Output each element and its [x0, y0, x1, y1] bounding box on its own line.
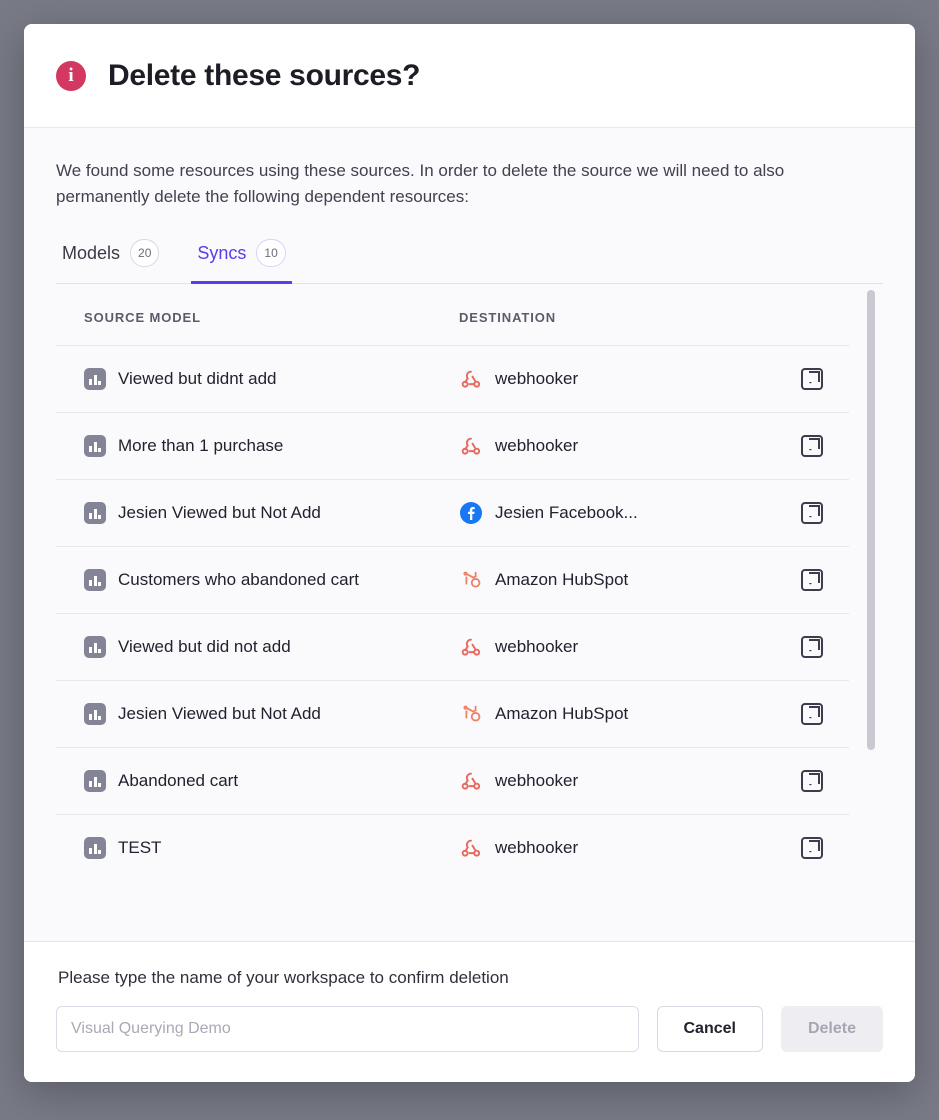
cell-source-model: [56, 748, 449, 815]
dialog-description: We found some resources using these sources. In order to delete the source we will need to also permanently delete the following dependent resources:: [56, 161, 785, 206]
table-row: [56, 413, 849, 480]
cell-action: [779, 346, 849, 413]
table-row: [56, 815, 849, 882]
table-row: [56, 547, 849, 614]
cell-source-model: [56, 614, 449, 681]
source-model-label: Viewed but did not add: [118, 637, 291, 656]
source-model-label: More than 1 purchase: [118, 436, 284, 455]
tab-syncs[interactable]: [191, 233, 291, 284]
column-header-source-model: SOURCE MODEL: [56, 284, 449, 346]
table-body: [56, 346, 849, 882]
cell-source-model: [56, 346, 449, 413]
column-header-action: [779, 284, 849, 346]
table-row: [56, 346, 849, 413]
destination-label: Jesien Facebook...: [495, 503, 638, 522]
cell-destination: [449, 547, 779, 614]
model-icon: [84, 569, 106, 591]
dialog-footer: [24, 941, 915, 1082]
hubspot-icon: [459, 702, 483, 726]
footer-actions: [56, 1006, 883, 1052]
source-model-label: TEST: [118, 838, 162, 857]
destination-label: Amazon HubSpot: [495, 570, 629, 589]
cell-action: [779, 815, 849, 882]
webhook-icon: [459, 434, 483, 458]
webhook-icon: [459, 635, 483, 659]
model-icon: [84, 770, 106, 792]
source-model-label: Viewed but didnt add: [118, 369, 277, 388]
cell-action: [779, 614, 849, 681]
dialog-body: [24, 128, 915, 941]
webhook-icon: [459, 367, 483, 391]
syncs-table-container: [56, 284, 883, 941]
external-link-icon[interactable]: [801, 435, 823, 457]
table-row: [56, 681, 849, 748]
delete-button[interactable]: Delete: [781, 1006, 883, 1052]
tab-models-label: Models: [62, 242, 121, 263]
table-row: [56, 480, 849, 547]
model-icon: [84, 837, 106, 859]
delete-sources-dialog: [24, 24, 915, 1082]
model-icon: [84, 636, 106, 658]
tab-syncs-label: Syncs: [197, 242, 247, 263]
destination-label: webhooker: [495, 436, 579, 455]
cell-destination: [449, 480, 779, 547]
external-link-icon[interactable]: [801, 502, 823, 524]
resource-tabs: [56, 233, 883, 284]
table-scrollbar[interactable]: [867, 290, 875, 941]
webhook-icon: [459, 836, 483, 860]
cell-action: [779, 413, 849, 480]
cell-destination: [449, 346, 779, 413]
cell-source-model: [56, 413, 449, 480]
confirm-label: Please type the name of your workspace to confirm deletion: [58, 968, 509, 987]
cell-destination: [449, 748, 779, 815]
source-model-label: Abandoned cart: [118, 771, 239, 790]
facebook-icon: [459, 501, 483, 525]
table-scrollbar-thumb[interactable]: [867, 290, 875, 750]
destination-label: webhooker: [495, 771, 579, 790]
external-link-icon[interactable]: [801, 569, 823, 591]
workspace-name-input[interactable]: [56, 1006, 639, 1052]
source-model-label: Jesien Viewed but Not Add: [118, 503, 321, 522]
source-model-label: Jesien Viewed but Not Add: [118, 704, 321, 723]
cell-source-model: [56, 480, 449, 547]
cell-action: [779, 681, 849, 748]
model-icon: [84, 502, 106, 524]
destination-label: webhooker: [495, 637, 579, 656]
cell-source-model: [56, 681, 449, 748]
hubspot-icon: [459, 568, 483, 592]
dialog-header: [24, 24, 915, 128]
tab-models[interactable]: [56, 233, 165, 284]
tab-models-count: 20: [130, 239, 159, 267]
cancel-button[interactable]: Cancel: [657, 1006, 763, 1052]
tab-syncs-count: 10: [256, 239, 285, 267]
cell-destination: [449, 614, 779, 681]
cell-destination: [449, 681, 779, 748]
destination-label: Amazon HubSpot: [495, 704, 629, 723]
cell-destination: [449, 413, 779, 480]
cell-source-model: [56, 815, 449, 882]
external-link-icon[interactable]: [801, 636, 823, 658]
info-icon: i: [56, 61, 86, 91]
model-icon: [84, 703, 106, 725]
cell-action: [779, 748, 849, 815]
external-link-icon[interactable]: [801, 837, 823, 859]
webhook-icon: [459, 769, 483, 793]
cell-action: [779, 547, 849, 614]
source-model-label: Customers who abandoned cart: [118, 570, 359, 589]
external-link-icon[interactable]: [801, 368, 823, 390]
table-head: [56, 284, 849, 346]
cell-destination: [449, 815, 779, 882]
external-link-icon[interactable]: [801, 770, 823, 792]
model-icon: [84, 435, 106, 457]
destination-label: webhooker: [495, 838, 579, 857]
external-link-icon[interactable]: [801, 703, 823, 725]
table-header-row: [56, 284, 849, 346]
table-row: [56, 748, 849, 815]
cell-source-model: [56, 547, 449, 614]
model-icon: [84, 368, 106, 390]
syncs-table: [56, 284, 849, 881]
column-header-destination: DESTINATION: [449, 284, 779, 346]
dialog-title: Delete these sources?: [108, 58, 421, 92]
destination-label: webhooker: [495, 369, 579, 388]
syncs-table-scroll[interactable]: [56, 284, 883, 941]
table-row: [56, 614, 849, 681]
cell-action: [779, 480, 849, 547]
